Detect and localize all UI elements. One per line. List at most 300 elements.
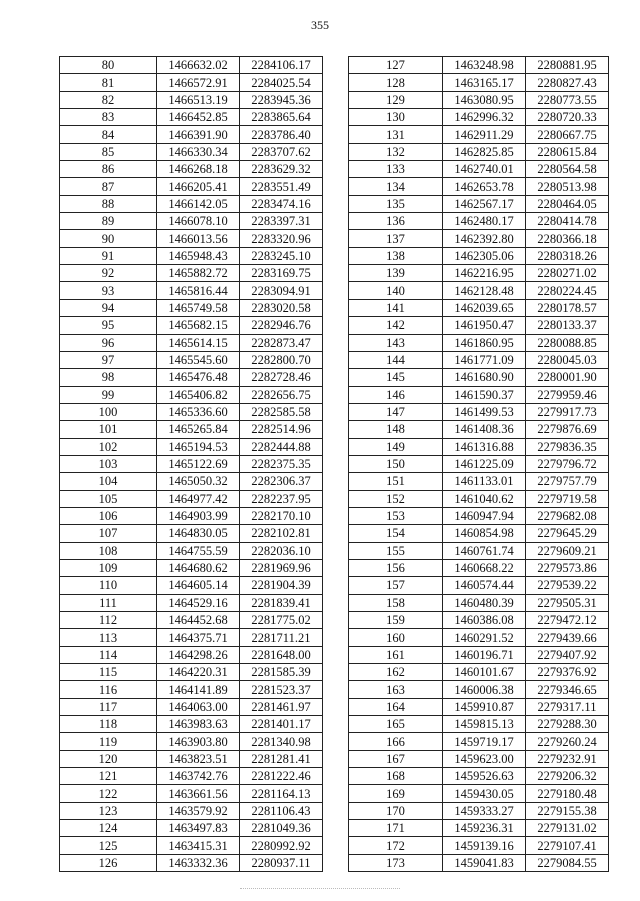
x-coordinate-cell: 1459333.27 [443,802,526,819]
y-coordinate-cell: 2282800.70 [240,351,323,368]
x-coordinate-cell: 1464755.59 [157,542,240,559]
point-number-cell: 98 [60,369,157,386]
table-row [60,109,323,126]
point-number-cell: 110 [60,577,157,594]
x-coordinate-cell: 1462216.95 [443,265,526,282]
x-coordinate-cell: 1460480.39 [443,594,526,611]
x-coordinate-cell: 1461860.95 [443,334,526,351]
y-coordinate-cell: 2280178.57 [526,299,609,316]
table-row [60,577,323,594]
table-row [349,74,609,91]
table-row [60,612,323,629]
y-coordinate-cell: 2279573.86 [526,559,609,576]
table-row [349,317,609,334]
y-coordinate-cell: 2279645.29 [526,525,609,542]
table-row [349,507,609,524]
y-coordinate-cell: 2284106.17 [240,57,323,74]
x-coordinate-cell: 1462825.85 [443,143,526,160]
table-row [349,57,609,74]
point-number-cell: 135 [349,195,443,212]
point-number-cell: 129 [349,91,443,108]
point-number-cell: 92 [60,265,157,282]
x-coordinate-cell: 1466391.90 [157,126,240,143]
x-coordinate-cell: 1464903.99 [157,507,240,524]
y-coordinate-cell: 2280133.37 [526,317,609,334]
y-coordinate-cell: 2283945.36 [240,91,323,108]
table-row [60,559,323,576]
x-coordinate-cell: 1465682.15 [157,317,240,334]
point-number-cell: 157 [349,577,443,594]
point-number-cell: 168 [349,768,443,785]
y-coordinate-cell: 2279260.24 [526,733,609,750]
point-number-cell: 145 [349,369,443,386]
y-coordinate-cell: 2279609.21 [526,542,609,559]
x-coordinate-cell: 1465545.60 [157,351,240,368]
table-row [349,334,609,351]
x-coordinate-cell: 1459236.31 [443,820,526,837]
x-coordinate-cell: 1465816.44 [157,282,240,299]
y-coordinate-cell: 2281164.13 [240,785,323,802]
x-coordinate-cell: 1463415.31 [157,837,240,854]
y-coordinate-cell: 2279682.08 [526,507,609,524]
table-row [60,698,323,715]
table-row [60,230,323,247]
table-row [60,57,323,74]
y-coordinate-cell: 2281839.41 [240,594,323,611]
table-row [349,577,609,594]
x-coordinate-cell: 1463579.92 [157,802,240,819]
table-row [349,820,609,837]
x-coordinate-cell: 1463165.17 [443,74,526,91]
y-coordinate-cell: 2283020.58 [240,299,323,316]
table-row [60,629,323,646]
table-row [60,455,323,472]
y-coordinate-cell: 2281401.17 [240,716,323,733]
x-coordinate-cell: 1462567.17 [443,195,526,212]
y-coordinate-cell: 2279719.58 [526,490,609,507]
y-coordinate-cell: 2283707.62 [240,143,323,160]
table-row [60,403,323,420]
x-coordinate-cell: 1464830.05 [157,525,240,542]
x-coordinate-cell: 1459815.13 [443,716,526,733]
y-coordinate-cell: 2284025.54 [240,74,323,91]
y-coordinate-cell: 2279288.30 [526,716,609,733]
table-row [349,716,609,733]
point-number-cell: 85 [60,143,157,160]
point-number-cell: 156 [349,559,443,576]
x-coordinate-cell: 1463742.76 [157,768,240,785]
table-row [349,646,609,663]
point-number-cell: 163 [349,681,443,698]
table-row [60,421,323,438]
table-row [60,681,323,698]
x-coordinate-cell: 1463661.56 [157,785,240,802]
point-number-cell: 131 [349,126,443,143]
table-row [60,785,323,802]
x-coordinate-cell: 1463903.80 [157,733,240,750]
y-coordinate-cell: 2282036.10 [240,542,323,559]
y-coordinate-cell: 2280992.92 [240,837,323,854]
y-coordinate-cell: 2281711.21 [240,629,323,646]
point-number-cell: 83 [60,109,157,126]
y-coordinate-cell: 2280271.02 [526,265,609,282]
point-number-cell: 93 [60,282,157,299]
table-row [60,195,323,212]
y-coordinate-cell: 2283629.32 [240,161,323,178]
point-number-cell: 148 [349,421,443,438]
y-coordinate-cell: 2280318.26 [526,247,609,264]
x-coordinate-cell: 1465406.82 [157,386,240,403]
y-coordinate-cell: 2280001.90 [526,369,609,386]
point-number-cell: 146 [349,386,443,403]
y-coordinate-cell: 2280224.45 [526,282,609,299]
x-coordinate-cell: 1465749.58 [157,299,240,316]
x-coordinate-cell: 1466452.85 [157,109,240,126]
table-row [60,161,323,178]
x-coordinate-cell: 1463248.98 [443,57,526,74]
point-number-cell: 166 [349,733,443,750]
point-number-cell: 113 [60,629,157,646]
point-number-cell: 105 [60,490,157,507]
x-coordinate-cell: 1463497.83 [157,820,240,837]
point-number-cell: 123 [60,802,157,819]
point-number-cell: 104 [60,473,157,490]
y-coordinate-cell: 2283169.75 [240,265,323,282]
table-row [349,109,609,126]
point-number-cell: 130 [349,109,443,126]
table-row [349,594,609,611]
footer-divider [240,888,400,890]
table-row [60,91,323,108]
y-coordinate-cell: 2280414.78 [526,213,609,230]
y-coordinate-cell: 2280088.85 [526,334,609,351]
y-coordinate-cell: 2281340.98 [240,733,323,750]
x-coordinate-cell: 1462996.32 [443,109,526,126]
y-coordinate-cell: 2282170.10 [240,507,323,524]
point-number-cell: 88 [60,195,157,212]
x-coordinate-cell: 1460574.44 [443,577,526,594]
point-number-cell: 164 [349,698,443,715]
point-number-cell: 151 [349,473,443,490]
y-coordinate-cell: 2280513.98 [526,178,609,195]
table-row [349,664,609,681]
x-coordinate-cell: 1463332.36 [157,854,240,871]
x-coordinate-cell: 1464977.42 [157,490,240,507]
x-coordinate-cell: 1462911.29 [443,126,526,143]
table-row [60,369,323,386]
x-coordinate-cell: 1466078.10 [157,213,240,230]
x-coordinate-cell: 1460854.98 [443,525,526,542]
table-row [349,403,609,420]
x-coordinate-cell: 1462740.01 [443,161,526,178]
x-coordinate-cell: 1461316.88 [443,438,526,455]
x-coordinate-cell: 1465476.48 [157,369,240,386]
point-number-cell: 173 [349,854,443,871]
y-coordinate-cell: 2282306.37 [240,473,323,490]
point-number-cell: 81 [60,74,157,91]
point-number-cell: 141 [349,299,443,316]
table-row [60,542,323,559]
point-number-cell: 147 [349,403,443,420]
point-number-cell: 138 [349,247,443,264]
y-coordinate-cell: 2282514.96 [240,421,323,438]
point-number-cell: 101 [60,421,157,438]
table-row [349,421,609,438]
point-number-cell: 160 [349,629,443,646]
table-row [349,195,609,212]
table-row [60,74,323,91]
table-row [60,854,323,871]
table-row [60,386,323,403]
table-row [60,351,323,368]
x-coordinate-cell: 1461133.01 [443,473,526,490]
x-coordinate-cell: 1465265.84 [157,421,240,438]
table-row [60,213,323,230]
table-row [60,334,323,351]
x-coordinate-cell: 1465948.43 [157,247,240,264]
y-coordinate-cell: 2281222.46 [240,768,323,785]
point-number-cell: 161 [349,646,443,663]
x-coordinate-cell: 1465336.60 [157,403,240,420]
x-coordinate-cell: 1461590.37 [443,386,526,403]
point-number-cell: 143 [349,334,443,351]
x-coordinate-cell: 1464529.16 [157,594,240,611]
point-number-cell: 127 [349,57,443,74]
point-number-cell: 108 [60,542,157,559]
y-coordinate-cell: 2280615.84 [526,143,609,160]
y-coordinate-cell: 2283320.96 [240,230,323,247]
x-coordinate-cell: 1464220.31 [157,664,240,681]
y-coordinate-cell: 2283865.64 [240,109,323,126]
point-number-cell: 150 [349,455,443,472]
x-coordinate-cell: 1460668.22 [443,559,526,576]
table-row [349,230,609,247]
point-number-cell: 134 [349,178,443,195]
x-coordinate-cell: 1460006.38 [443,681,526,698]
table-row [60,490,323,507]
table-row [349,455,609,472]
y-coordinate-cell: 2280667.75 [526,126,609,143]
table-row [349,612,609,629]
table-row [349,91,609,108]
point-number-cell: 149 [349,438,443,455]
point-number-cell: 142 [349,317,443,334]
x-coordinate-cell: 1465614.15 [157,334,240,351]
table-row [60,664,323,681]
x-coordinate-cell: 1459139.16 [443,837,526,854]
table-row [60,750,323,767]
point-number-cell: 133 [349,161,443,178]
y-coordinate-cell: 2280366.18 [526,230,609,247]
point-number-cell: 121 [60,768,157,785]
x-coordinate-cell: 1462392.80 [443,230,526,247]
x-coordinate-cell: 1461499.53 [443,403,526,420]
y-coordinate-cell: 2283397.31 [240,213,323,230]
y-coordinate-cell: 2280881.95 [526,57,609,74]
x-coordinate-cell: 1466268.18 [157,161,240,178]
table-row [60,126,323,143]
y-coordinate-cell: 2279836.35 [526,438,609,455]
x-coordinate-cell: 1464298.26 [157,646,240,663]
table-row [349,247,609,264]
table-row [349,265,609,282]
x-coordinate-cell: 1459526.63 [443,768,526,785]
y-coordinate-cell: 2279439.66 [526,629,609,646]
table-row [60,178,323,195]
table-row [349,143,609,160]
y-coordinate-cell: 2279376.92 [526,664,609,681]
y-coordinate-cell: 2282444.88 [240,438,323,455]
table-row [60,733,323,750]
y-coordinate-cell: 2282873.47 [240,334,323,351]
x-coordinate-cell: 1466330.34 [157,143,240,160]
x-coordinate-cell: 1463823.51 [157,750,240,767]
y-coordinate-cell: 2282946.76 [240,317,323,334]
point-number-cell: 82 [60,91,157,108]
table-row [60,143,323,160]
point-number-cell: 84 [60,126,157,143]
y-coordinate-cell: 2279796.72 [526,455,609,472]
y-coordinate-cell: 2282375.35 [240,455,323,472]
table-row [60,802,323,819]
table-row [60,317,323,334]
x-coordinate-cell: 1460386.08 [443,612,526,629]
table-row [349,681,609,698]
point-number-cell: 125 [60,837,157,854]
x-coordinate-cell: 1460761.74 [443,542,526,559]
x-coordinate-cell: 1461225.09 [443,455,526,472]
y-coordinate-cell: 2282237.95 [240,490,323,507]
point-number-cell: 124 [60,820,157,837]
page-number: 355 [311,18,329,32]
table-row [60,265,323,282]
point-number-cell: 116 [60,681,157,698]
point-number-cell: 118 [60,716,157,733]
y-coordinate-cell: 2281969.96 [240,559,323,576]
point-number-cell: 87 [60,178,157,195]
table-row [349,213,609,230]
point-number-cell: 140 [349,282,443,299]
y-coordinate-cell: 2279107.41 [526,837,609,854]
table-row [60,837,323,854]
y-coordinate-cell: 2279346.65 [526,681,609,698]
x-coordinate-cell: 1459910.87 [443,698,526,715]
x-coordinate-cell: 1464063.00 [157,698,240,715]
x-coordinate-cell: 1463080.95 [443,91,526,108]
point-number-cell: 86 [60,161,157,178]
table-row [349,126,609,143]
point-number-cell: 136 [349,213,443,230]
table-row [349,438,609,455]
y-coordinate-cell: 2279317.11 [526,698,609,715]
x-coordinate-cell: 1459430.05 [443,785,526,802]
y-coordinate-cell: 2279917.73 [526,403,609,420]
point-number-cell: 94 [60,299,157,316]
y-coordinate-cell: 2279757.79 [526,473,609,490]
table-row [60,299,323,316]
y-coordinate-cell: 2281523.37 [240,681,323,698]
table-row [60,716,323,733]
table-row [349,733,609,750]
point-number-cell: 126 [60,854,157,871]
point-number-cell: 112 [60,612,157,629]
table-row [349,768,609,785]
table-row [349,559,609,576]
y-coordinate-cell: 2281775.02 [240,612,323,629]
y-coordinate-cell: 2279876.69 [526,421,609,438]
table-row [349,473,609,490]
coordinate-table-left [59,56,323,872]
y-coordinate-cell: 2279131.02 [526,820,609,837]
y-coordinate-cell: 2281049.36 [240,820,323,837]
point-number-cell: 97 [60,351,157,368]
y-coordinate-cell: 2283094.91 [240,282,323,299]
x-coordinate-cell: 1460101.67 [443,664,526,681]
y-coordinate-cell: 2281904.39 [240,577,323,594]
point-number-cell: 111 [60,594,157,611]
point-number-cell: 152 [349,490,443,507]
y-coordinate-cell: 2282656.75 [240,386,323,403]
x-coordinate-cell: 1464452.68 [157,612,240,629]
x-coordinate-cell: 1460291.52 [443,629,526,646]
y-coordinate-cell: 2280720.33 [526,109,609,126]
point-number-cell: 170 [349,802,443,819]
x-coordinate-cell: 1461680.90 [443,369,526,386]
point-number-cell: 171 [349,820,443,837]
table-row [349,698,609,715]
x-coordinate-cell: 1462039.65 [443,299,526,316]
table-row [60,594,323,611]
x-coordinate-cell: 1466205.41 [157,178,240,195]
y-coordinate-cell: 2279206.32 [526,768,609,785]
x-coordinate-cell: 1466142.05 [157,195,240,212]
point-number-cell: 120 [60,750,157,767]
y-coordinate-cell: 2281106.43 [240,802,323,819]
y-coordinate-cell: 2279084.55 [526,854,609,871]
point-number-cell: 144 [349,351,443,368]
x-coordinate-cell: 1459719.17 [443,733,526,750]
point-number-cell: 155 [349,542,443,559]
y-coordinate-cell: 2283245.10 [240,247,323,264]
y-coordinate-cell: 2279959.46 [526,386,609,403]
point-number-cell: 132 [349,143,443,160]
point-number-cell: 154 [349,525,443,542]
x-coordinate-cell: 1462653.78 [443,178,526,195]
y-coordinate-cell: 2282728.46 [240,369,323,386]
table-row [60,646,323,663]
y-coordinate-cell: 2280045.03 [526,351,609,368]
x-coordinate-cell: 1465194.53 [157,438,240,455]
table-row [349,750,609,767]
point-number-cell: 114 [60,646,157,663]
y-coordinate-cell: 2280564.58 [526,161,609,178]
point-number-cell: 122 [60,785,157,802]
point-number-cell: 172 [349,837,443,854]
y-coordinate-cell: 2279407.92 [526,646,609,663]
point-number-cell: 159 [349,612,443,629]
y-coordinate-cell: 2281648.00 [240,646,323,663]
x-coordinate-cell: 1465882.72 [157,265,240,282]
point-number-cell: 90 [60,230,157,247]
table-row [349,542,609,559]
table-row [349,837,609,854]
x-coordinate-cell: 1459041.83 [443,854,526,871]
table-row [60,507,323,524]
y-coordinate-cell: 2280464.05 [526,195,609,212]
point-number-cell: 80 [60,57,157,74]
point-number-cell: 99 [60,386,157,403]
table-row [349,299,609,316]
